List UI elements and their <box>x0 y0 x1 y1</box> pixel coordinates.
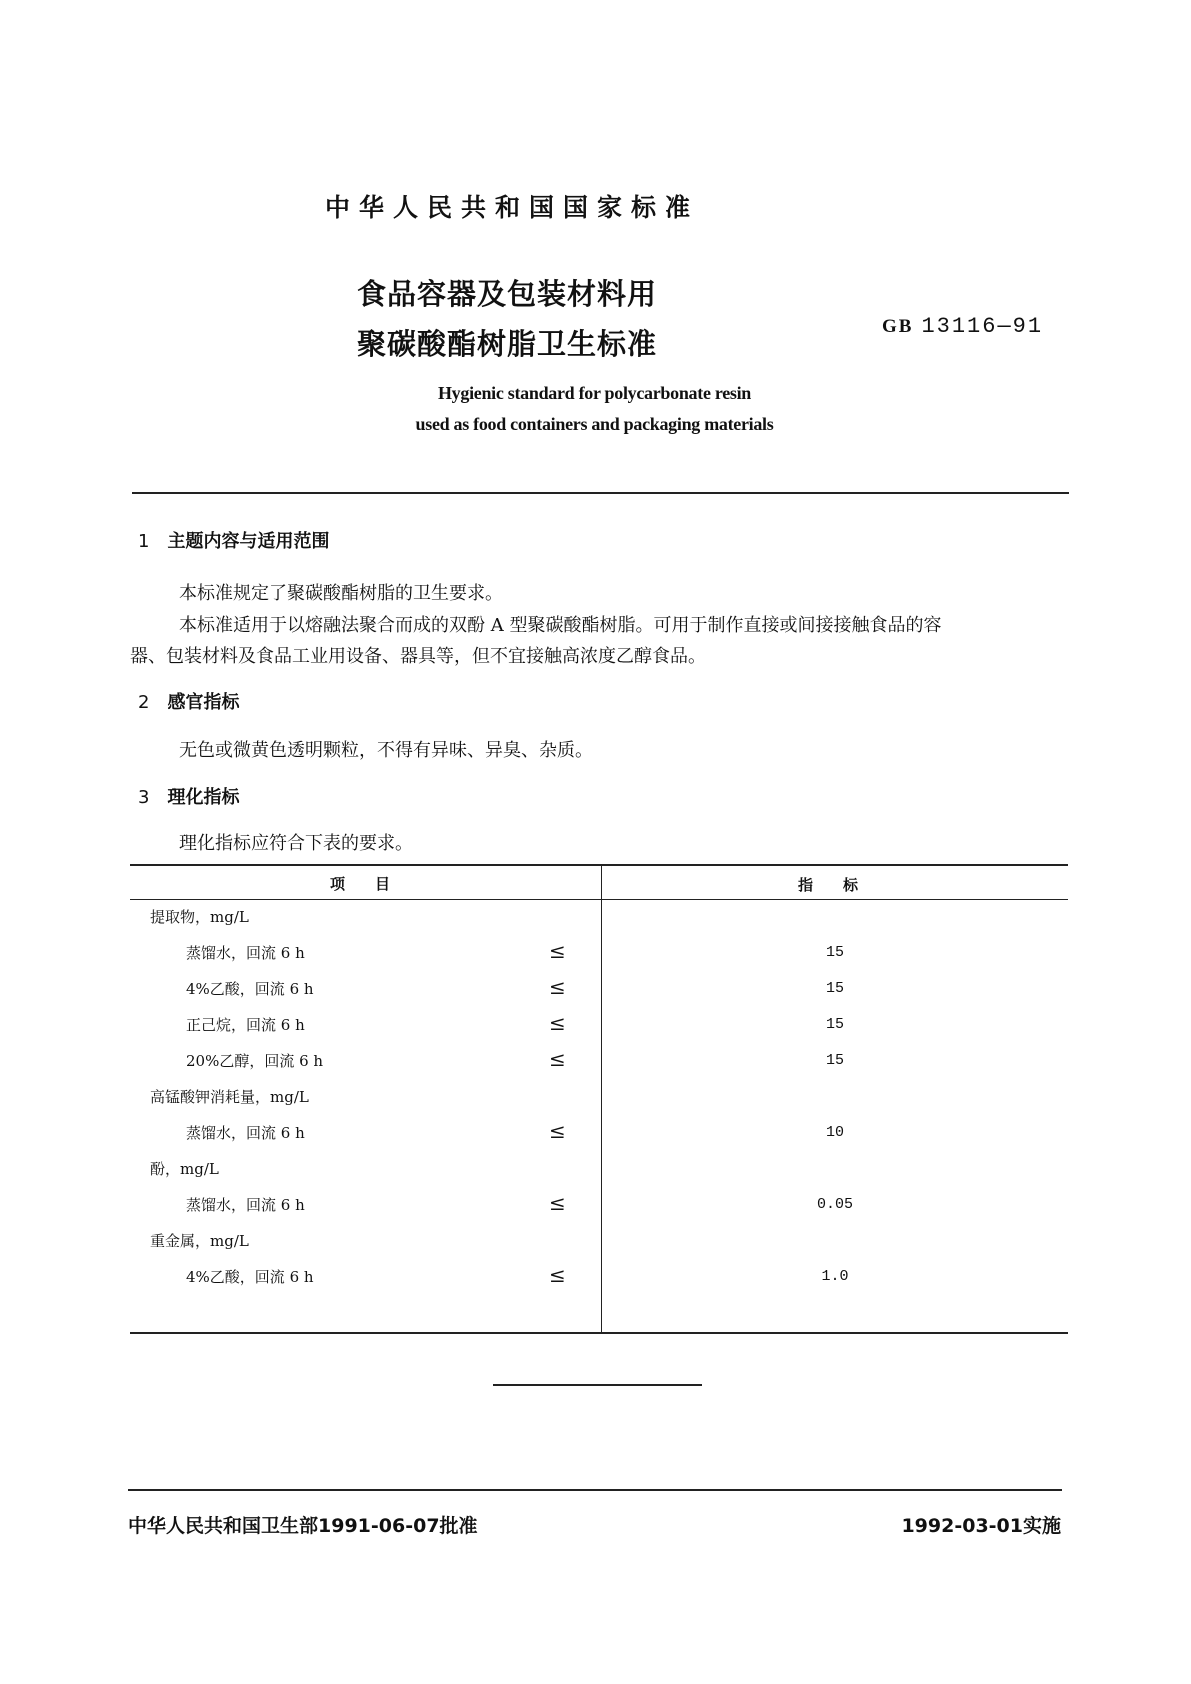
table-row-value: 1.0 <box>821 1268 849 1285</box>
table-row-item: 蒸馏水，回流 6 h <box>186 1124 305 1142</box>
title-zh-line1: 食品容器及包装材料用 <box>357 277 658 311</box>
gb-number: 13116—91 <box>921 314 1044 339</box>
table-row-value: 0.05 <box>816 1196 853 1213</box>
title-en-line1: Hygienic standard for polycarbonate resin <box>437 383 752 403</box>
table-row-item: 4%乙酸，回流 6 h <box>186 1268 314 1286</box>
table-row-value: 10 <box>825 1124 844 1141</box>
table-row-value: 15 <box>825 1052 844 1069</box>
section-1-para-1: 本标准规定了聚碳酸酯树脂的卫生要求。 <box>179 583 503 604</box>
table-row-item: 20%乙醇，回流 6 h <box>186 1052 324 1070</box>
implementation-date: 1992-03-01实施 <box>901 1515 1061 1537</box>
table-row-item: 正己烷，回流 6 h <box>186 1016 305 1034</box>
title-zh-line2: 聚碳酸酯树脂卫生标准 <box>357 327 658 361</box>
gb-prefix: GB <box>882 316 914 337</box>
end-rule <box>493 1384 702 1386</box>
table-row-value: 15 <box>825 1016 844 1033</box>
standard-number <box>882 314 1043 339</box>
table-row-operator: ≤ <box>549 1047 566 1071</box>
table-row-item: 重金属，mg/L <box>150 1232 249 1250</box>
table-row-item: 4%乙酸，回流 6 h <box>186 980 314 998</box>
table-row-operator: ≤ <box>549 1191 566 1215</box>
header-rule <box>132 492 1069 494</box>
table-column-divider <box>601 865 602 1333</box>
table-row-operator: ≤ <box>549 1263 566 1287</box>
section-1-para-3: 器、包装材料及食品工业用设备、器具等，但不宜接触高浓度乙醇食品。 <box>130 646 706 667</box>
table-row-value: 15 <box>825 980 844 997</box>
section-3-para-1: 理化指标应符合下表的要求。 <box>179 833 413 854</box>
table-row-operator: ≤ <box>549 975 566 999</box>
table-row-value: 15 <box>825 944 844 961</box>
table-row-operator: ≤ <box>549 939 566 963</box>
table-top-rule <box>130 864 1068 866</box>
table-bottom-rule <box>130 1332 1068 1334</box>
table-row-operator: ≤ <box>549 1011 566 1035</box>
table-row-item: 蒸馏水，回流 6 h <box>186 944 305 962</box>
footer-rule <box>128 1489 1062 1491</box>
section-2-heading: 2 感官指标 <box>138 692 240 713</box>
table-row-item: 酚，mg/L <box>150 1160 219 1178</box>
approval-date: 中华人民共和国卫生部1991-06-07批准 <box>128 1515 478 1537</box>
section-2-para-1: 无色或微黄色透明颗粒，不得有异味、异臭、杂质。 <box>179 740 593 761</box>
table-header-rule <box>130 899 1068 900</box>
title-en-line2: used as food containers and packaging materials <box>415 414 774 434</box>
header-item: 项 目 <box>330 875 391 893</box>
table-row-item: 蒸馏水，回流 6 h <box>186 1196 305 1214</box>
national-standard-heading: 中华人民共和国国家标准 <box>325 193 700 222</box>
table-row-operator: ≤ <box>549 1119 566 1143</box>
table-row-item: 高锰酸钾消耗量，mg/L <box>150 1088 309 1106</box>
section-1-para-2: 本标准适用于以熔融法聚合而成的双酚 A 型聚碳酸酯树脂。可用于制作直接或间接接触食品的容 <box>179 615 942 636</box>
header-indicator: 指 标 <box>798 876 859 894</box>
table-row-item: 提取物，mg/L <box>150 908 249 926</box>
section-3-heading: 3 理化指标 <box>138 787 240 808</box>
section-1-heading: 1 主题内容与适用范围 <box>138 531 330 552</box>
